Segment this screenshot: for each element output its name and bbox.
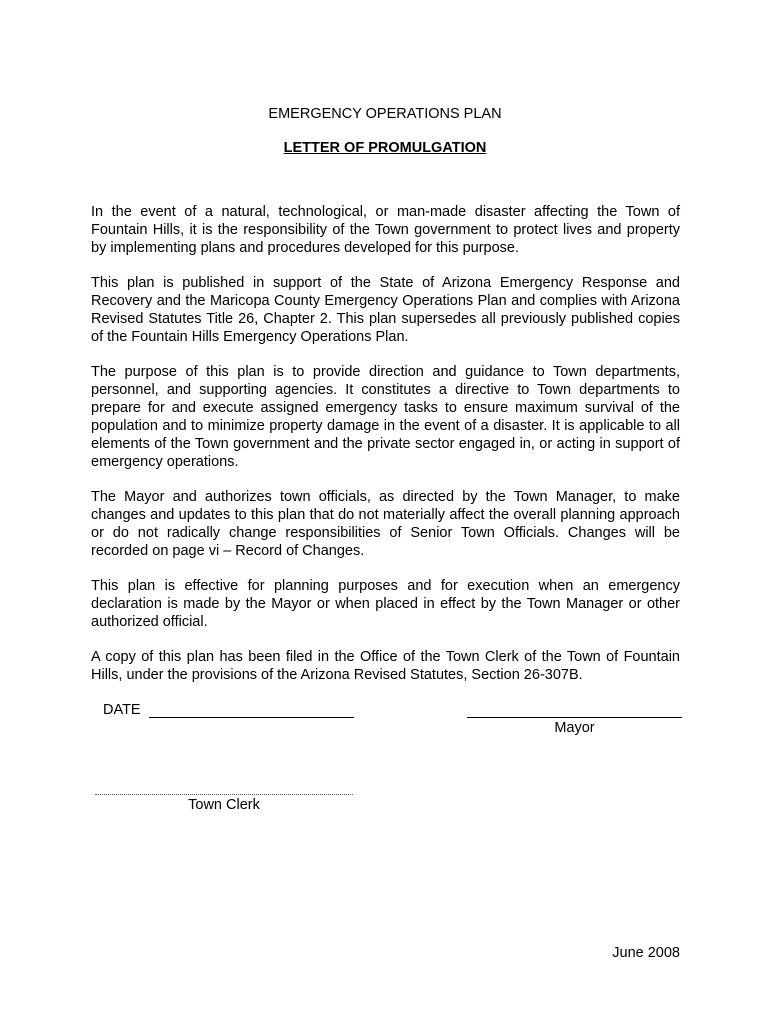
paragraph-1: In the event of a natural, technological, or man-made disaster affecting the Town of Fountain Hills, it is the responsibility of the Town government to protect lives and property by implementing plans and procedures developed for this purpose. (91, 204, 680, 256)
town-clerk-label: Town Clerk (188, 797, 260, 813)
mayor-label: Mayor (554, 720, 595, 736)
paragraph-5: This plan is effective for planning purposes and for execution when an emergency declaration is made by the Mayor or when placed in effect by the Town Manager or other authorized official. (91, 578, 680, 630)
paragraph-3: The purpose of this plan is to provide direction and guidance to Town departments, personnel, and supporting agencies. It constitutes a directive to Town departments to prepare for and execute assigned emergency tasks to ensure maximum survival of the population and to minimize property damage in the event of a disaster. It is applicable to all elements of the Town government and the private sector engaged in, or acting in support of emergency operations. (91, 364, 680, 470)
footer-date: June 2008 (612, 945, 680, 961)
mayor-signature-line (467, 717, 682, 718)
paragraph-6: A copy of this plan has been filed in the Office of the Town Clerk of the Town of Fountain Hills, under the provisions of the Arizona Revised Statutes, Section 26-307B. (91, 649, 680, 683)
town-clerk-signature-line (95, 794, 353, 795)
paragraph-2: This plan is published in support of the State of Arizona Emergency Response and Recovery and the Maricopa County Emergency Operations Plan and complies with Arizona Revised Statutes Title 26, Chapter 2. This plan supersedes all previously published copies of the Fountain Hills Emergency Operations Plan. (91, 275, 680, 345)
date-label: DATE (103, 702, 141, 718)
date-line (149, 717, 354, 718)
paragraph-4: The Mayor and authorizes town officials, as directed by the Town Manager, to make changes and updates to this plan that do not materially affect the overall planning approach or do not radically change responsibilities of Senior Town Officials. Changes will be recorded on page vi – Record of Changes. (91, 489, 680, 559)
document-title: EMERGENCY OPERATIONS PLAN (268, 106, 502, 122)
document-subtitle: LETTER OF PROMULGATION (283, 140, 487, 156)
letter-body (91, 203, 680, 701)
